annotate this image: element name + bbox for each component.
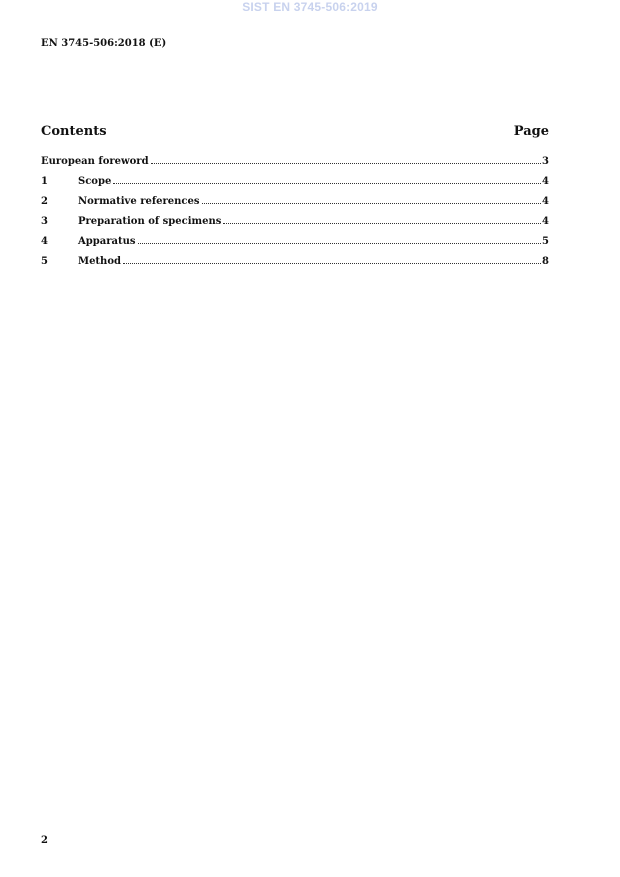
toc-entry-title: Method xyxy=(78,256,121,267)
document-id: EN 3745-506:2018 (E) xyxy=(41,38,167,49)
page-column-heading: Page xyxy=(513,124,549,139)
watermark: SIST EN 3745-506:2019 xyxy=(242,0,378,14)
toc-entry-page: 4 xyxy=(542,176,549,187)
toc-entry-page: 4 xyxy=(542,216,549,227)
toc-entry-number: 4 xyxy=(41,236,48,247)
toc-leader-dots xyxy=(202,203,542,204)
toc-leader-dots xyxy=(151,163,541,164)
toc-entry-european-foreword[interactable] xyxy=(41,155,549,175)
toc-entry-page: 3 xyxy=(542,156,549,167)
toc-entry-title: Normative references xyxy=(78,196,200,207)
toc-leader-dots xyxy=(123,263,541,264)
toc-entry-normative-references[interactable] xyxy=(41,195,549,215)
toc-entry-number: 3 xyxy=(41,216,48,227)
toc-entry-scope[interactable] xyxy=(41,175,549,195)
toc-entry-page: 8 xyxy=(542,256,549,267)
toc-entry-title: European foreword xyxy=(41,156,149,167)
contents-heading: Contents xyxy=(41,124,107,139)
toc-entry-number: 1 xyxy=(41,176,48,187)
toc-entry-page: 5 xyxy=(542,236,549,247)
toc-entry-apparatus[interactable] xyxy=(41,235,549,255)
toc-entry-title: Apparatus xyxy=(78,236,136,247)
toc-leader-dots xyxy=(113,183,541,184)
toc-entry-number: 2 xyxy=(41,196,48,207)
page-number: 2 xyxy=(41,835,48,846)
toc-entry-method[interactable] xyxy=(41,255,549,275)
toc-entry-preparation-of-specimens[interactable] xyxy=(41,215,549,235)
toc-leader-dots xyxy=(223,223,541,224)
toc-entry-title: Preparation of specimens xyxy=(78,216,222,227)
toc-entry-number: 5 xyxy=(41,256,48,267)
toc-leader-dots xyxy=(138,243,542,244)
table-of-contents xyxy=(41,155,549,275)
toc-entry-title: Scope xyxy=(78,176,112,187)
toc-heading-row xyxy=(41,123,549,141)
toc-entry-page: 4 xyxy=(542,196,549,207)
